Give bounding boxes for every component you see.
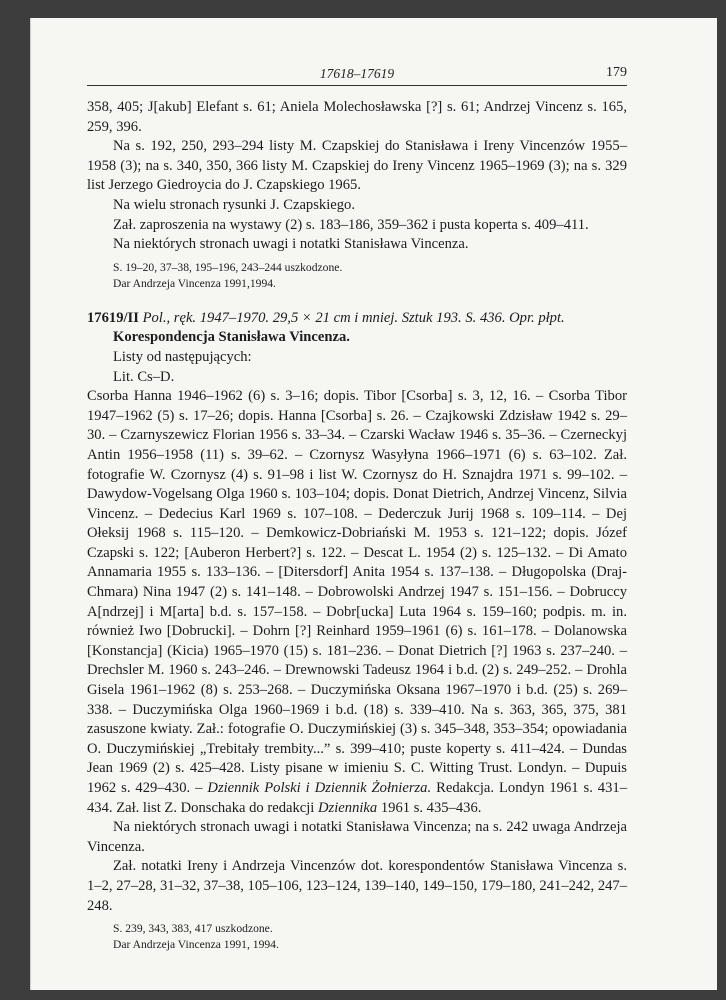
entry-letter-range: Lit. Cs–D. xyxy=(113,368,175,385)
prev-entry-attachments-note: Zał. zaproszenia na wystawy (2) s. 183–186, 359–362 i pusta koperta s. 409–411. xyxy=(113,216,589,233)
page-number: 179 xyxy=(606,65,627,80)
entry-title: Korespondencja Stanisława Vincenza. xyxy=(113,329,350,346)
prev-entry-remarks-note: Na niektórych stronach uwagi i notatki Stanisława Vincenza. xyxy=(113,236,469,253)
entry-attachments: Zał. notatki Ireny i Andrzeja Vincenzów dot. korespondentów Stanisława Vincenza s. 1–2, 27–28, 31–32, 37–38, 105–106, 123–124, 139–140, 149–150, 179–180, 241–242, 247–248. xyxy=(87,858,627,914)
newspaper-details: Redakcja. Londyn 1961 s. 431–434. Zał. list Z. Donschaka do redakcji xyxy=(87,780,627,816)
prev-entry-continuation: 358, 405; J[akub] Elefant s. 61; Aniela Molechosławska [?] s. 61; Andrzej Vincenz s. 165, 259, 396. xyxy=(87,99,627,135)
newspaper-title: – Dziennik Polski i Dziennik Żołnierza. xyxy=(195,780,432,796)
page-content xyxy=(87,98,627,953)
entry-remarks: Na niektórych stronach uwagi i notatki Stanisława Vincenza; na s. 242 uwaga Andrzeja Vincenza. xyxy=(87,819,627,855)
correspondents-list xyxy=(87,387,627,818)
newspaper-short-title: Dziennika xyxy=(318,799,378,816)
prev-entry-drawings-note: Na wielu stronach rysunki J. Czapskiego. xyxy=(113,196,355,213)
page-header xyxy=(87,63,627,86)
prev-entry-provenance: Dar Andrzeja Vincenza 1991,1994. xyxy=(113,276,276,290)
page-sheet xyxy=(30,18,717,990)
entry-intro: Listy od następujących: xyxy=(113,348,252,365)
correspondents-text: Csorba Hanna 1946–1962 (6) s. 3–16; dopis. Tibor [Csorba] s. 3, 12, 16. – Csorba Tibor 1947–1962 (5) s. 17–26; dopis. Hanna [Csorba] s. 26. – Czajkowski Zdzisław 1942 s. 29–30. – Czarnyszewicz Florian 1956 s. 33–34. – Czarski Wacław 1946 s. 35–36. – Czerneckyj Antin 1956–1958 (11) s. 39–62. – Czornysz Wasyłyna 1966–1971 (6) s. 63–102. Zał. fotografie W. Czornysz (4) s. 91–98 i list W. Czornysz do H. Sznajdra 1971 s. 99–102. – Dawydow-Vogelsang Olga 1960 s. 103–104; dopis. Donat Dietrich, Andrzej Vincenz, Silvia Vincenz. – Dedecius Karl 1969 s. 107–108. – Dederczuk Jurij 1968 s. 109–114. – Dej Ołeksij 1968 s. 115–120. – Demkowicz-Dobriański M. 1953 s. 121–122; dopis. Józef Czapski s. 122; [Auberon Herbert?] s. 122. – Descat L. 1954 (2) s. 125–132. – Di Amato Annamaria 1955 s. 133–136. – [Ditersdorf] Anita 1954 s. 137–138. – Długopolska (Draj-Chmara) Nina 1947 (2) s. 141–148. – Dobrowolski Andrzej 1947 s. 151–156. – Dobruccy A[ndrzej] i M[arta] b.d. s. 157–158. – Dobr[ucka] Luta 1964 s. 159–160; podpis. m. in. również Iwo [Dobrucki]. – Dohrn [?] Reinhard 1959–1961 (6) s. 161–178. – Dolanowska [Konstancja] (Kicia) 1965–1970 (15) s. 181–236. – Donat Dietrich [?] 1963 s. 237–240. – Drechsler M. 1960 s. 243–246. – Drewnowski Tadeusz 1964 i b.d. (2) s. 249–252. – Drohla Gisela 1961–1962 (8) s. 253–268. – Duczymińska Oksana 1967–1970 i b.d. (25) s. 269–338. – Duczymińska Olga 1960–1969 i b.d. (18) s. 339–410. Na s. 363, 365, 375, 381 zasuszone kwiaty. Zał.: fotografie O. Duczymińskiej (3) s. 345–348, 353–354; opowiadania O. Duczymińskiej „Trebitały trembity...” s. 399–410; puste koperty s. 411–424. – Dundas Jean 1969 (2) s. 425–428. Listy pisane w imieniu S. C. Witting Trust. Londyn. – Dupuis 1962 s. 429–430. xyxy=(87,388,627,796)
prev-entry-damage-note: S. 19–20, 37–38, 195–196, 243–244 uszkodzone. xyxy=(113,260,343,274)
entry-physical-description: ręk. 1947–1970. 29,5 × 21 cm i mniej. Sztuk 193. S. 436. Opr. płpt. xyxy=(173,309,565,326)
entry-damage-note: S. 239, 343, 383, 417 uszkodzone. xyxy=(113,922,273,936)
entry-heading xyxy=(87,309,627,329)
running-head: 17618–17619 xyxy=(319,66,395,81)
entry-provenance: Dar Andrzeja Vincenza 1991, 1994. xyxy=(113,938,279,952)
prev-entry-letters-note: Na s. 192, 250, 293–294 listy M. Czapskiej do Stanisława i Ireny Vincenzów 1955–1958 (3); na s. 340, 350, 366 listy M. Czapskiej do Ireny Vincenz 1965–1969 (3); na s. 329 list Jerzego Giedroycia do J. Czapskiego 1965. xyxy=(87,138,627,194)
newspaper-year: 1961 s. 435–436. xyxy=(380,799,482,816)
entry-language: Pol., xyxy=(142,309,171,326)
entry-id: 17619/II xyxy=(87,309,139,326)
